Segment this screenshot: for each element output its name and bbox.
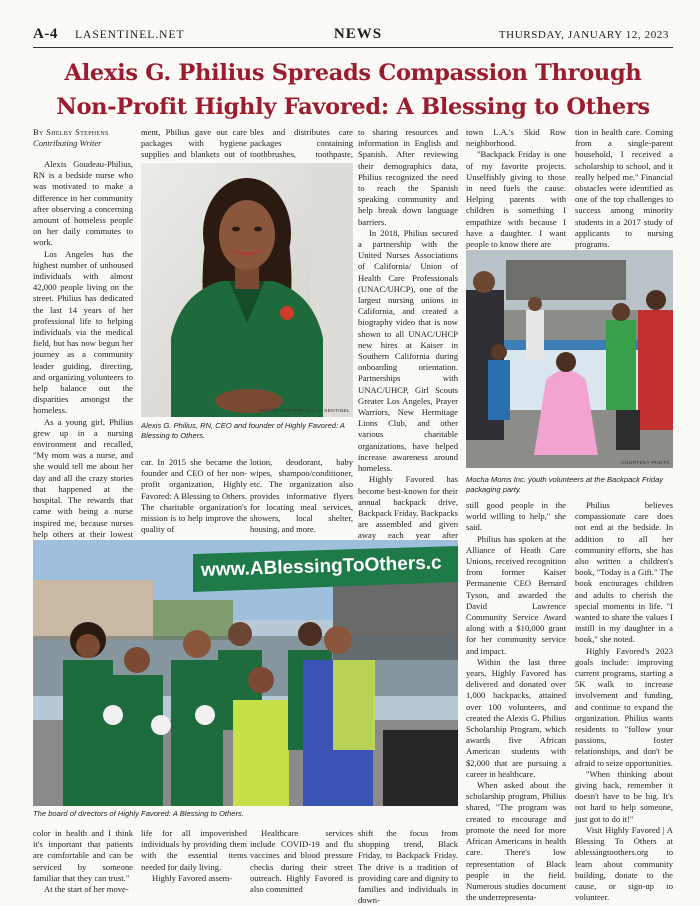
article-column-1-bottom: color in health and I think it's important that patients are comfortable and can be serviced by someone familiar that they can trust." At the start of her move- bbox=[33, 828, 133, 895]
byline bbox=[33, 127, 109, 149]
article-column-3-bottom-2: Healthcare services include COVID-19 and flu vaccines and blood pressure checks during their street outreach. Highly Favored is also committed bbox=[250, 828, 353, 895]
article-column-6-mid: Philius believes compassionate care does not end at the bedside. In addition to all her community efforts, she has also written a children's book, "Today is a Gift." The book encourages children and adults to cherish the special moments in life. "I wanted to share the values I instill in my daughter in a book," she noted. Highly Favored's 2023 goals include: improving current programs, starting a 5K walk to increase involvement and funding, and continue to expand the organization. Philius wants residents to "follow your passions, foster relationships, and don't be afraid to seize opportunities. "When thinking about giving back, remember it doesn't have to be big. It's not hard to help someone, just got to do it!" Visit Highly Favored | A Blessing To Others at ablessingtoothers.org to learn about community building, donate to the cause, or sign-up to volunteer. bbox=[575, 500, 673, 903]
byline-name: By Shelby Stephens bbox=[33, 127, 109, 137]
portrait-credit: SHELBY STEPHENS/ L.A. SENTINEL bbox=[258, 409, 350, 414]
section-name: NEWS bbox=[333, 26, 383, 42]
site-name[interactable]: LASENTINEL.NET bbox=[75, 29, 185, 41]
portrait-caption: Alexis G. Philius, RN, CEO and founder of Highly Favored: A Blessing to Others. bbox=[141, 421, 345, 440]
party-image bbox=[466, 250, 673, 468]
article-column-2-bottom: car. In 2015 she became the founder and CEO of her non-profit organization, Highly Favored: A Blessing to Others. The charitable organization's mission is to help improve the quality of bbox=[141, 457, 247, 535]
article-column-4: to sharing resources and information in English and Spanish. After reviewing their demographics data, Philius recognized the need to reach the Spanish speaking community and help break down language barriers. In 2018, Philius secured a partnership with the United Nurses Associations of California/ Union of Health Care Professionals (UNAC/UHCP), one of the largest nursing unions in California, and created a biography video that is now shown to all UNAC/UHCP new hires at Kaiser in Southern California during onboarding orientation. Partnerships with UNAC/UHCP, Girl Scouts Greater Los Angeles, Prayer Warriors, New Hermitage Lions Club, and other various charitable organizations, have helped increase awareness around homeless. Highly Favored has become best-known for their annual backpack drive, Backpack Friday. Backpacks are assembled and given away each year after bbox=[358, 127, 458, 541]
issue-date: THURSDAY, JANUARY 12, 2023 bbox=[498, 29, 669, 41]
board-credit: COURTESY PHOTO bbox=[405, 799, 454, 804]
board-photo bbox=[33, 540, 458, 806]
portrait-image bbox=[141, 163, 353, 417]
article-column-4-bottom: shift the focus from shopping trend, Black Friday, to Backpack Friday. The drive is a tradition of providing care and dignity to families and individuals in down- bbox=[358, 828, 458, 906]
article-column-1 bbox=[33, 159, 133, 539]
article-column-2-top: ment, Philius gave out care packages with hygiene supplies and blankets out of bbox=[141, 127, 247, 160]
portrait-photo bbox=[141, 163, 353, 417]
board-caption: The board of directors of Highly Favored: A Blessing to Others. bbox=[33, 809, 244, 818]
article-column-6-top: tion in health care. Coming from a single-parent household, I received a scholarship to school, and it really helped me." Financial obstacles were identified as one of the top challenges to success among minority students in a 2017 study of applicants to nursing programs. bbox=[575, 127, 673, 250]
paragraph: Alexis Goudeau-Philius, RN is a bedside nurse who was motivated to make a difference in her community after observing a concerning amount of homeless people on her daily commutes to work. bbox=[33, 159, 133, 248]
page-header bbox=[33, 26, 673, 46]
party-caption: Mocha Moms Inc. youth volunteers at the Backpack Friday packaging party. bbox=[466, 475, 664, 494]
banner-text: www.ABlessingToOthers.c bbox=[200, 552, 442, 581]
page-number: A-4 bbox=[33, 26, 58, 42]
byline-role: Contributing Writer bbox=[33, 138, 102, 148]
article-column-5-mid: still good people in the world willing to help," she said. Philius has spoken at the Alliance of Heath Care Unions, received recognition from former Kaiser Permanente CEO Bernard Tyson, and awarded the David Lawrence Community Service Award along with a $10,000 grant for her community service and impact. Within the last three years, Highly Favored has delivered and donated over 1,000 backpacks, attained over 100 volunteers, and created the Alexis G. Philius Scholarship Program, which awards five African American students with $2,000 that are pursuing a career in healthcare. When asked about the scholarship program, Philius shared, "The program was created to encourage and promote the need for more African Americans in health care. There's low representation of Black people in the field. Numerous studies document the underrepresenta- bbox=[466, 500, 566, 903]
header-rule bbox=[33, 47, 673, 48]
article-column-3-top: bles and distributes care packages containing toothbrushes, toothpaste, bbox=[250, 127, 353, 160]
party-photo bbox=[466, 250, 673, 468]
headline-line-1: Alexis G. Philius Spreads Compassion Through bbox=[64, 60, 642, 86]
party-credit: COURTESY PHOTO bbox=[621, 461, 670, 466]
paragraph: Los Angeles has the highest number of unhoused individuals with almost 42,000 people living on the street. Philius has dedicated the last 14 years of her professional life to helping individuals via the medical field, but has now begun her journey as a community leader guiding, directing, and organizing volunteers to help balance out the disparities amongst the homeless. bbox=[33, 248, 133, 416]
article-column-3-bottom: lotion, deodorant, baby wipes, shampoo/conditioner, etc. The organization also provides informative flyers for locating meal services, showers, local shelter, housing, and more. bbox=[250, 457, 353, 535]
paragraph: As a young girl, Philius grew up in a nursing environment and recalled, "My mom was a nurse, and she would tell me about her day and all the crazy stories that happened at the hospital. The rewards that came with being a nurse inspired me, because nurses help others at their lowest bbox=[33, 416, 133, 539]
headline-line-2: Non-Profit Highly Favored: A Blessing to Others bbox=[56, 94, 650, 120]
headline bbox=[33, 56, 673, 124]
article-column-5-top: town L.A.'s Skid Row neighborhood. "Backpack Friday is one of my favorite projects. Unselfishly giving to those in need fuels the cause. Helping parents with children is something I empathize with because I have a daughter. I want people to know there are bbox=[466, 127, 566, 250]
article-column-2-bottom-2: life for all impoverished individuals by providing them with the essential items needed for daily living. Highly Favored assem- bbox=[141, 828, 247, 883]
